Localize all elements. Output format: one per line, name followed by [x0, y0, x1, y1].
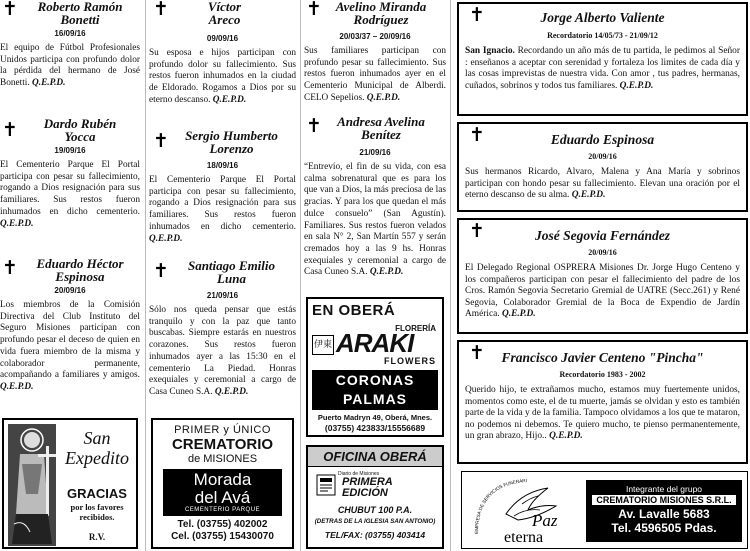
- obituary-name: Víctor: [207, 0, 242, 14]
- ad-san-expedito: [2, 418, 138, 549]
- obituary-name: Luna: [217, 271, 246, 286]
- obituary-body: Sus familiares participan con profundo pesar su fallecimiento. Sus restos fueron inhumados ayer en el Cementerio Municipal de Alberdi. CELO Sepelios.: [304, 46, 446, 103]
- column-3: [304, 0, 446, 551]
- cross-icon: ✝: [306, 0, 322, 20]
- obituary-rodriguez: [304, 0, 446, 105]
- ad-oficina-obera: [306, 445, 444, 549]
- qepd: Q.E.P.D.: [366, 92, 401, 103]
- obituary-areco: [149, 0, 296, 107]
- obituary-yocca: [0, 117, 140, 230]
- ad-company: CREMATORIO MISIONES S.R.L.: [592, 495, 736, 505]
- obituary-segovia: [457, 218, 748, 334]
- cross-icon: ✝: [153, 260, 169, 282]
- obituary-date: 21/09/16: [206, 291, 239, 300]
- column-divider: [300, 0, 301, 551]
- ad-subtitle: por los favores recibidos.: [70, 502, 124, 522]
- ad-coronas: CORONAS: [335, 372, 415, 388]
- cross-icon: ✝: [2, 257, 18, 279]
- ad-crematorio: [151, 418, 294, 549]
- qepd: Q.E.P.D.: [0, 218, 34, 229]
- cross-icon: ✝: [2, 0, 18, 20]
- obituary-text: [459, 385, 746, 443]
- obituary-date: 20/09/16: [54, 286, 86, 295]
- obituary-lead: San Ignacio.: [465, 46, 515, 56]
- obituary-text: [304, 162, 446, 279]
- cross-icon: ✝: [469, 4, 485, 26]
- ad-line: PRIMER y ÚNICO: [174, 424, 271, 436]
- obituary-name: Santiago Emilio: [187, 258, 276, 273]
- obituary-date: 18/09/16: [206, 161, 239, 170]
- ad-header: OFICINA OBERÁ: [308, 447, 442, 467]
- obituary-text: [0, 43, 140, 90]
- obituary-date: 09/09/16: [206, 34, 239, 43]
- column-divider: [450, 0, 451, 551]
- obituary-valiente: [457, 2, 748, 116]
- obituary-body: Su esposa e hijos participan con profundo dolor su fallecimiento. Sus restos fueron inhumados en la ciudad de Eldorado. Rogamos a Dios por su eterno descanso.: [149, 48, 296, 105]
- obituary-body: El Delegado Regional OSPRERA Misiones Dr. Jorge Hugo Centeno y los compañeros participan con pesar el fallecimiento del padre de los Cros. Ramón Segovia Secretario Gremial de UATRE (Secc.261) y René Segovia, Colaborador Gremial de la Boca de Expendio de Jardín América.: [465, 263, 740, 320]
- cross-icon: ✝: [153, 130, 169, 152]
- column-4: [455, 0, 750, 551]
- ad-paz-eterna: [461, 471, 748, 549]
- qepd: Q.E.P.D.: [571, 190, 606, 201]
- obituary-name: Jorge Alberto Valiente: [540, 10, 665, 25]
- obituary-text: [149, 305, 296, 399]
- saint-image: [8, 424, 56, 546]
- obituary-body: Sólo nos queda pensar que estás tranquilo y con la paz que tanto buscabas. Siempre estarás en nuestros corazones. Sus restos fueron inhumados ayer a las 15:30 en el cementerio La Piedad. Honras exequiales y ceremonial a cargo de Casa Cuneo S.A.: [149, 305, 296, 397]
- cross-icon: ✝: [2, 119, 18, 141]
- obituary-text: [0, 160, 140, 230]
- obituary-name: Benítez: [361, 127, 401, 142]
- obituary-name: Avelino Miranda: [335, 0, 427, 14]
- ad-coronas-box: [312, 370, 438, 410]
- obituary-espinosa-eduardo: [457, 122, 748, 212]
- obituary-text: [0, 300, 140, 394]
- qepd: Q.E.P.D.: [0, 381, 34, 392]
- dove-logo: [466, 474, 578, 546]
- cross-icon: ✝: [469, 124, 485, 146]
- column-divider: [145, 0, 146, 551]
- logo-arc-text: EMPRESA DE SERVICIOS FUNERARI: [473, 478, 528, 534]
- obituary-date: 20/09/16: [588, 248, 617, 257]
- obituary-espinosa: [0, 257, 140, 394]
- obituary-name: Eduardo Espinosa: [550, 132, 655, 147]
- obituary-body: Recordando un año más de tu partida, le pedimos al Señor : enseñanos a aceptar con serenidad y fortaleza los limites de cada día y las cosas imprevistas de nuestra vida. Con amor , tus padres, hermanas, cuñados, sobrinos y todos tus familiares.: [465, 46, 740, 91]
- qepd: Q.E.P.D.: [549, 431, 583, 442]
- obituary-text: [459, 46, 746, 92]
- ad-address: CHUBUT 100 P.A.: [337, 505, 413, 515]
- obituary-luna: [149, 259, 296, 399]
- obituary-date: 16/09/16: [54, 29, 86, 38]
- logo-paz: Paz: [532, 511, 558, 530]
- ad-phone: Tel. 4596505 Pdas.: [611, 521, 717, 535]
- ad-floreria: FLORERÍA: [395, 324, 436, 333]
- column-1: [0, 0, 140, 551]
- cross-icon: ✝: [469, 220, 485, 242]
- obituary-name: Areco: [208, 12, 241, 27]
- ad-flowers: FLOWERS: [384, 356, 436, 366]
- obituary-date: Recordatorio 1983 - 2002: [559, 370, 646, 379]
- qepd: Q.E.P.D.: [369, 267, 404, 278]
- ad-title: Expedito: [65, 448, 129, 468]
- ad-brand: EDICIÓN: [342, 487, 388, 499]
- obituary-bonetti: [0, 0, 140, 90]
- newspaper-icon: [316, 473, 336, 497]
- ad-address: Av. Lavalle 5683: [618, 507, 710, 521]
- obituary-date: 19/09/16: [54, 146, 86, 155]
- obituary-name: Rodríguez: [353, 12, 409, 27]
- ad-brand: PRIMERA: [342, 476, 393, 488]
- obituary-name: Sergio Humberto: [185, 128, 278, 143]
- obituary-body: Los miembros de la Comisión Directiva del Club Instituto del Seguro Misiones participan con profundo pesar el deceso de quien en vida fuera miembro de la misma y colaborador permanente, acompañando a familiares y amigos.: [0, 300, 140, 381]
- obituary-date: 20/03/37 – 20/09/16: [339, 32, 411, 41]
- ad-gracias: GRACIAS: [67, 486, 127, 501]
- ad-initials: R.V.: [88, 532, 106, 542]
- ad-brand: ARAKI: [336, 328, 414, 358]
- obituary-body: El equipo de Fútbol Profesionales Unidos participa con profundo dolor la pérdida del hermano de José Bonetti.: [0, 43, 140, 89]
- obituary-text: [304, 46, 446, 105]
- obituary-name: Yocca: [64, 129, 96, 144]
- ad-phone: Cel. (03755) 15430070: [171, 531, 274, 542]
- ad-group: Integrante del grupo: [625, 484, 703, 494]
- ad-brand: del Avá: [194, 488, 251, 507]
- obituary-text: [459, 263, 746, 321]
- obituary-body: “Entrevío, el fin de su vida, con esa calma sobrenatural que es para los que van a Dios, la más preciosa de las gracias. Y para los que quedan el más dulce consuelo” (San Agustín). Familiares. Sus restos fueron velados en sala N° 2, San Martín 557 y serán cremados hoy a las 9 hs. Honras exequiales y ceremonial a cargo de Casa Cuneo S.A.: [304, 162, 446, 278]
- qepd: Q.E.P.D.: [212, 94, 247, 105]
- ad-top: EN OBERÁ: [312, 302, 396, 319]
- obituary-name: Francisco Javier Centeno "Pincha": [501, 350, 704, 365]
- obituary-body: El Cementerio Parque El Portal participa con pesar su fallecimiento, rogando a Dios resignación para sus familiares. Sus restos fueron inhumados en dicho cementerio.: [149, 175, 296, 232]
- obituary-lorenzo: [149, 129, 296, 245]
- ad-line: CREMATORIO: [171, 436, 274, 453]
- qepd: Q.E.P.D.: [619, 80, 654, 91]
- ad-phone: TEL/FAX: (03755) 403414: [324, 530, 426, 540]
- obituary-text: [149, 175, 296, 245]
- cross-icon: ✝: [306, 115, 322, 137]
- obituary-name: Lorenzo: [209, 141, 254, 156]
- obituary-text: [149, 48, 296, 107]
- ad-address: Puerto Madryn 49, Oberá, Mnes.: [317, 413, 433, 422]
- obituary-date: 20/09/16: [588, 152, 617, 161]
- ad-info-box: [586, 480, 742, 542]
- obituary-name: José Segovia Fernández: [535, 228, 670, 243]
- ad-palmas: PALMAS: [342, 391, 408, 407]
- ad-diario: Diario de Misiones: [338, 471, 380, 477]
- ad-phone: Tel. (03755) 402002: [177, 519, 268, 530]
- obituary-body: Sus hermanos Ricardo, Alvaro, Malena y Ana María y sobrinos participan con hondo pesar su fallecimiento. Elevan una oración por el eterno descanso de su alma.: [465, 167, 740, 201]
- obituary-name: Roberto Ramón: [37, 0, 123, 14]
- cross-icon: ✝: [153, 0, 169, 20]
- ad-brand-box: [163, 469, 282, 516]
- ad-brand-sub: CEMENTERIO PARQUE: [184, 507, 261, 513]
- obituary-name: Espinosa: [55, 269, 105, 284]
- obituary-name: Andresa Avelina: [337, 114, 425, 129]
- obituary-benitez: [304, 115, 446, 279]
- obituary-date: 21/09/16: [359, 148, 391, 157]
- ad-brand: Morada: [193, 470, 252, 489]
- obituary-date: Recordatorio 14/05/73 - 21/09/12: [547, 31, 658, 40]
- qepd: Q.E.P.D.: [149, 233, 183, 244]
- qepd: Q.E.P.D.: [32, 78, 66, 89]
- obituary-text: [459, 167, 746, 202]
- obituary-name: Eduardo Héctor: [36, 256, 124, 271]
- obituary-centeno: [457, 340, 748, 464]
- ad-address-note: (DETRAS DE LA IGLESIA SAN ANTONIO): [314, 518, 436, 525]
- qepd: Q.E.P.D.: [214, 386, 249, 397]
- obituary-name: Bonetti: [60, 12, 100, 27]
- ad-araki: [306, 297, 444, 437]
- qepd: Q.E.P.D.: [501, 309, 536, 320]
- ad-line: de MISIONES: [187, 453, 258, 465]
- ad-logo: 伊東: [312, 335, 334, 355]
- obituary-name: Dardo Rubén: [43, 116, 117, 131]
- ad-title: San: [83, 428, 111, 448]
- ad-phone: (03755) 423833/15556689: [324, 423, 426, 433]
- obituary-body: Querido hijo, te extrañamos mucho, estamos muy fuertemente unidos, momentos como este, el de tu muerte, jamás se olvidan y esto es también parte de la vida y de la familia. Tampoco olvidamos a los que te mataron, no podemos ni debemos. Te quiero mucho, te pienso permanentemente, un gran abrazo, Hijo..: [465, 385, 740, 442]
- obituary-body: El Cementerio Parque El Portal participa con pesar su fallecimiento, rogando a Dios resignación para sus familiares. Sus restos fueron inhumados en dicho cementerio.: [0, 160, 140, 217]
- cross-icon: ✝: [469, 342, 485, 364]
- logo-eterna: eterna: [504, 529, 544, 546]
- column-2: [149, 0, 296, 551]
